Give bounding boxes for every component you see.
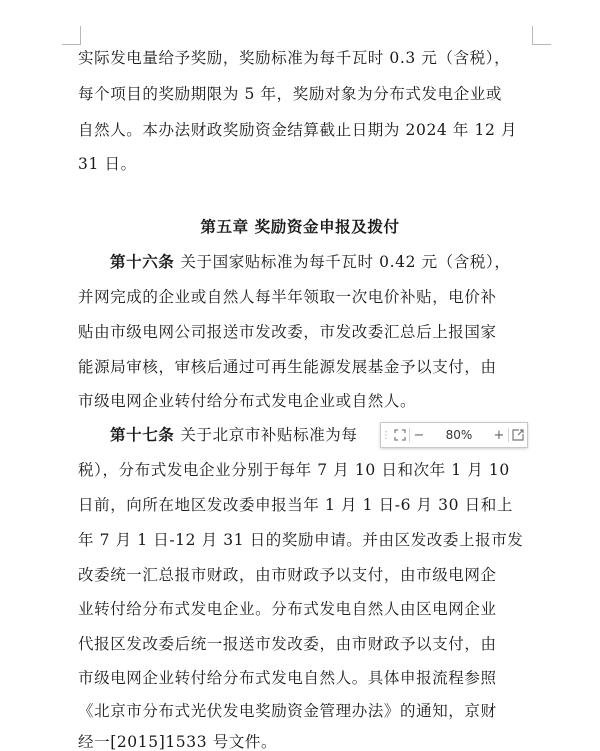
zoom-toolbar [380, 422, 528, 448]
fit-page-icon [394, 429, 406, 441]
text-line: 能源局审核，审核后通过可再生能源发展基金予以支付，由 [78, 358, 497, 376]
zoom-level: 80% [445, 428, 473, 442]
text-line: 日前，向所在地区发改委申报当年 1 月 1 日-6 月 30 日和上 [78, 496, 513, 514]
article-17-text: 关于北京市补贴标准为每 [180, 426, 358, 444]
text-line: 市级电网企业转付给分布式发电自然人。具体申报流程参照 [78, 669, 497, 687]
text-line: 经一[2015]1533 号文件。 [78, 733, 278, 751]
text-line: 并网完成的企业或自然人每半年领取一次电价补贴，电价补 [78, 288, 497, 306]
zoom-out-button[interactable]: − [413, 427, 425, 443]
text-line: 年 7 月 1 日-12 月 31 日的奖励申请。并由区发改委上报市发 [78, 531, 524, 549]
article-17-label: 第十七条 [110, 425, 175, 444]
export-icon [512, 429, 524, 441]
chapter-heading: 第五章 奖励资金申报及拨付 [200, 217, 400, 236]
text-line: 代报区发改委后统一报送市发改委，由市财政予以支付，由 [78, 635, 497, 653]
text-line: 实际发电量给予奖励，奖励标准为每千瓦时 0.3 元（含税）， [78, 49, 511, 67]
page-corner-mark-left [62, 26, 81, 45]
text-line: 市级电网企业转付给分布式发电企业或自然人。 [78, 392, 417, 410]
text-line: 业转付给分布式发电企业。分布式发电自然人由区电网企业 [78, 600, 497, 618]
zoom-in-button[interactable]: + [493, 427, 505, 443]
text-line: 31 日。 [78, 155, 137, 173]
text-line: 《北京市分布式光伏发电奖励资金管理办法》的通知，京财 [78, 702, 497, 720]
text-line: 改委统一汇总报市财政，由市财政予以支付，由市级电网企 [78, 566, 497, 584]
fit-page-button[interactable] [391, 423, 409, 447]
page-corner-mark-right [532, 26, 551, 45]
drag-handle-icon[interactable]: ⋮ [381, 429, 391, 441]
text-line: 税），分布式发电企业分别于每年 7 月 10 日和次年 1 月 10 [78, 461, 510, 479]
text-line: 贴由市级电网公司报送市发改委，市发改委汇总后上报国家 [78, 323, 497, 341]
article-16-label: 第十六条 [110, 252, 175, 271]
article-16-first-line [110, 251, 538, 273]
text-line: 每个项目的奖励期限为 5 年，奖励对象为分布式发电企业或 [78, 85, 503, 103]
article-16-text: 关于国家贴标准为每千瓦时 0.42 元（含税）， [180, 253, 511, 271]
export-button[interactable] [509, 423, 527, 447]
text-line: 自然人。本办法财政奖励资金结算截止日期为 2024 年 12 月 [78, 121, 518, 139]
